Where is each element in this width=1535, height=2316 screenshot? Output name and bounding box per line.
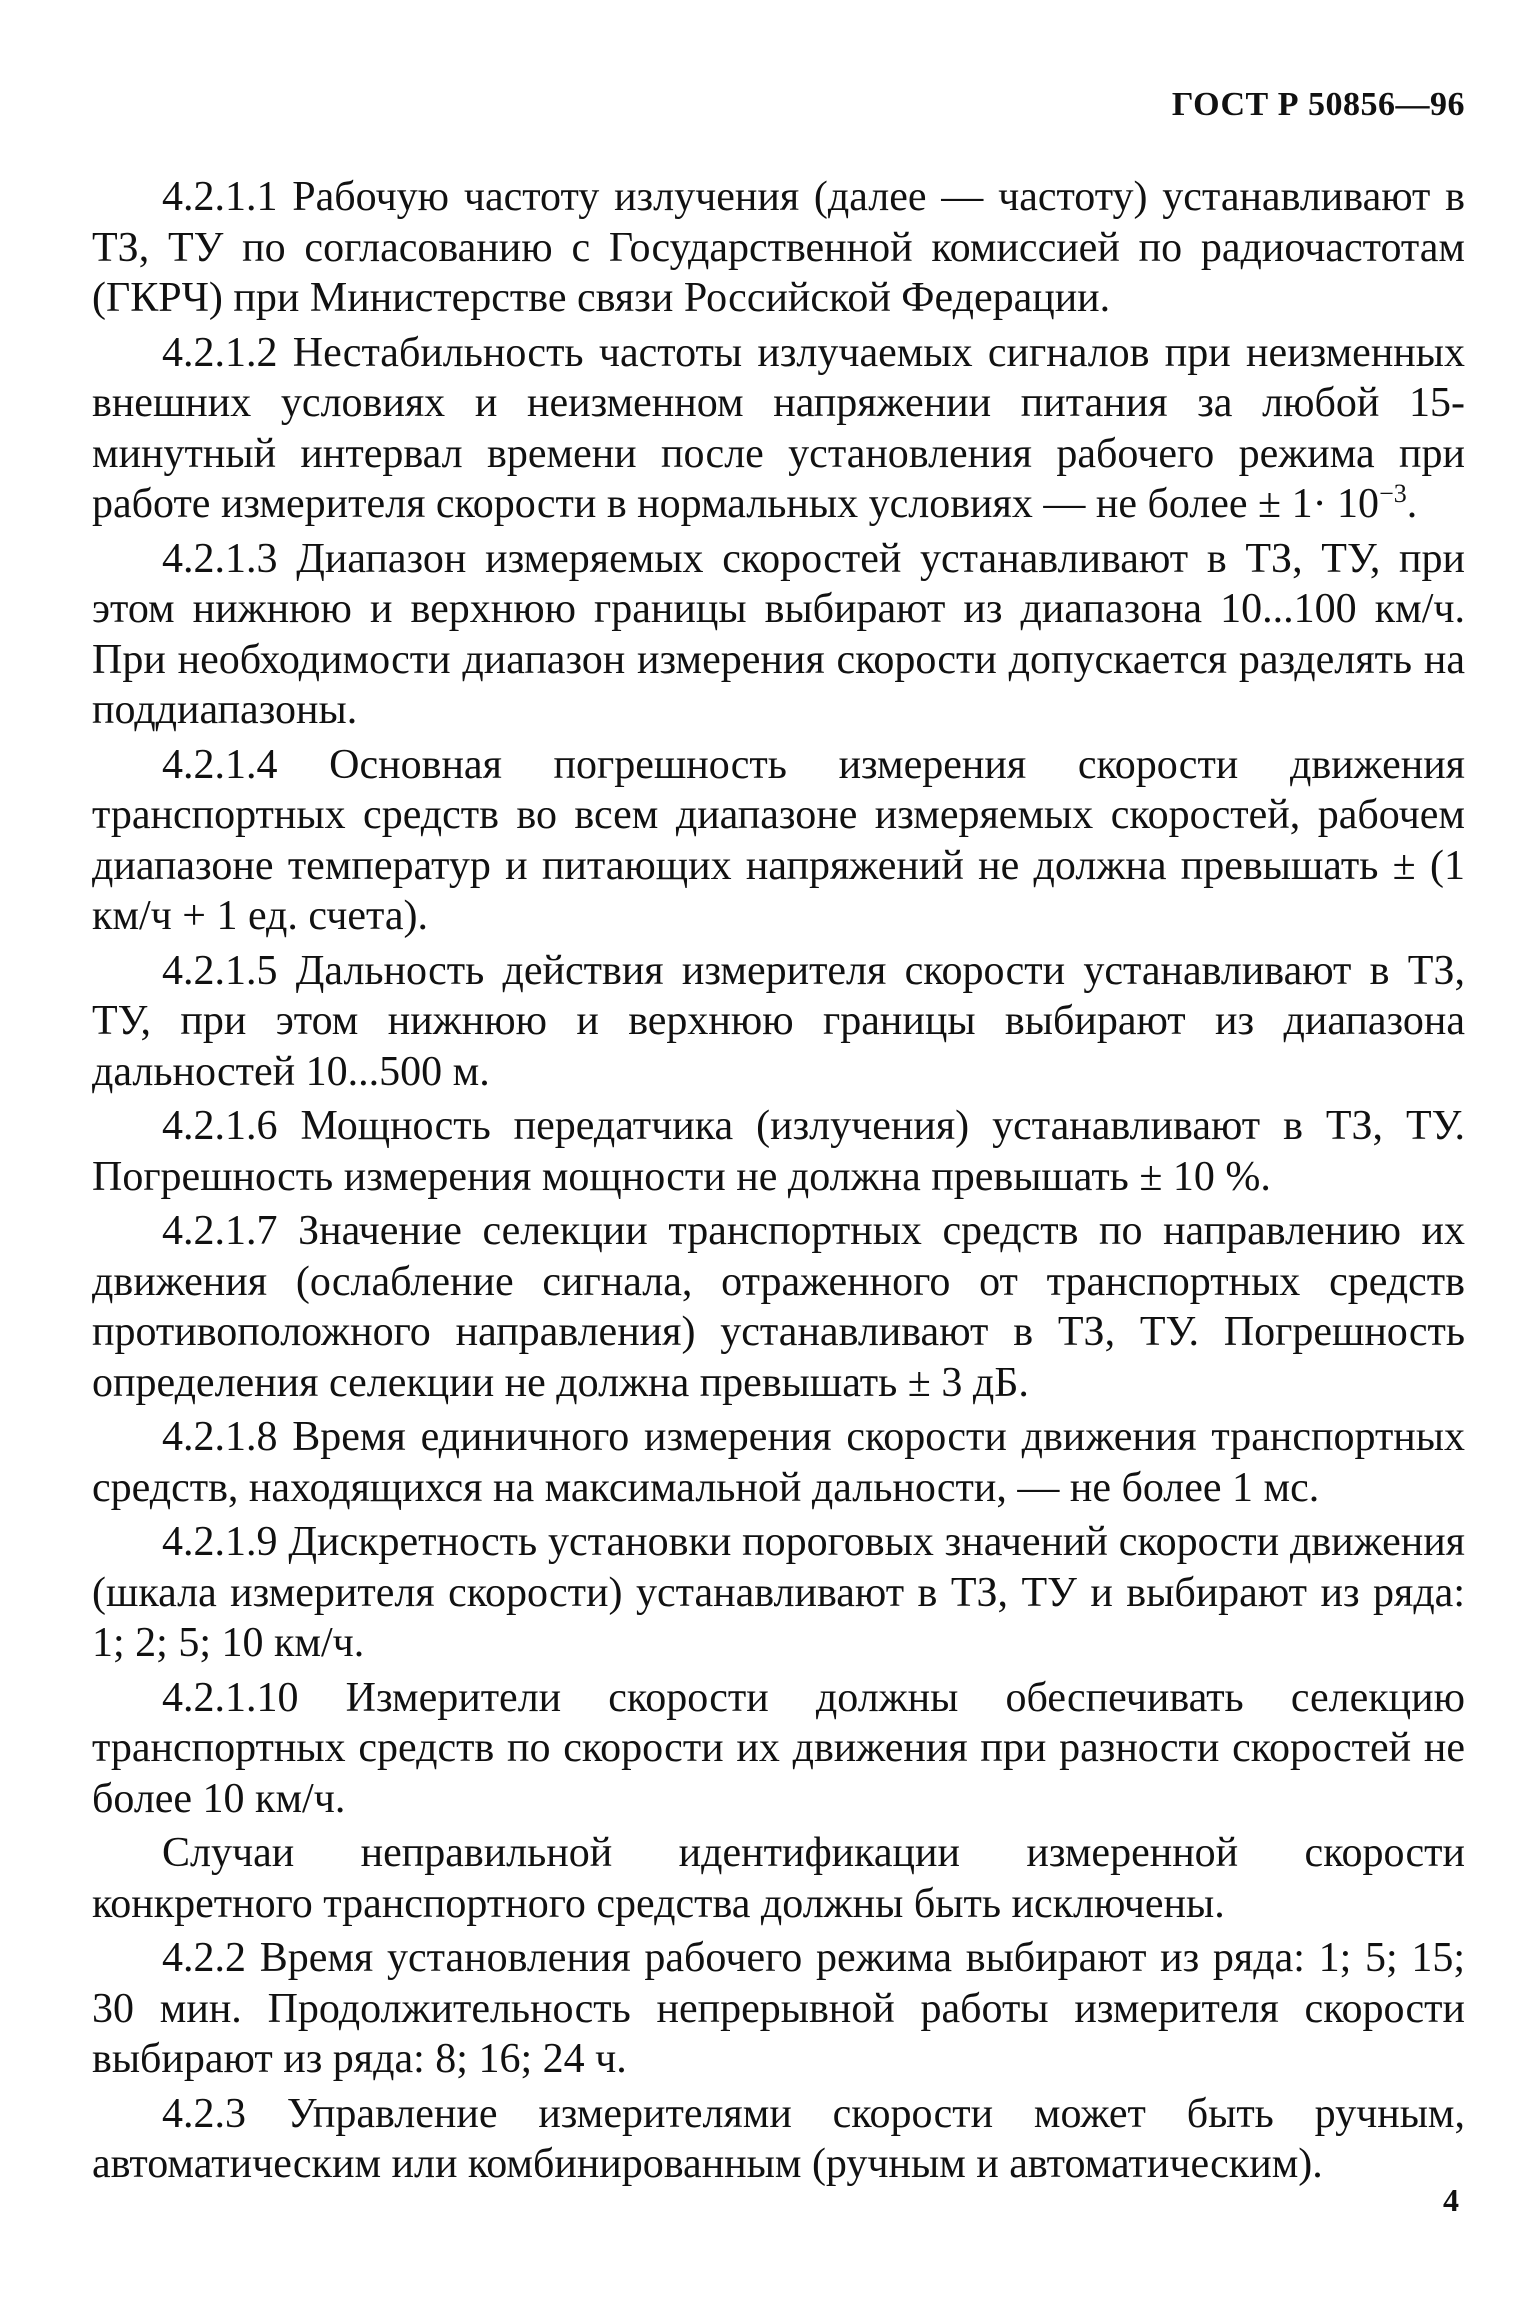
document-header: ГОСТ Р 50856—96 [1171, 86, 1465, 123]
exponent: −3 [1379, 479, 1407, 508]
clause-number: 4.2.1.6 [162, 1103, 278, 1149]
clause-text: Нестабильность частоты излучаемых сигналов при неизменных внешних условиях и неизменном напряжении питания за любой 15-минутный интервал времени после установления рабочего режима при работе измерителя скорости в нормальных условиях — не более ± 1· 10 [92, 329, 1465, 527]
clause-text: Измерители скорости должны обеспечивать селекцию транспортных средств по скорости их движения при разности скоростей не более 10 км/ч. [92, 1674, 1465, 1822]
clause-number: 4.2.2 [162, 1935, 246, 1981]
clause-number: 4.2.1.7 [162, 1208, 278, 1254]
paragraph-4-2-1-2 [92, 328, 1465, 530]
paragraph-4-2-1-4 [92, 740, 1465, 942]
clause-text: Управление измерителями скорости может быть ручным, автоматическим или комбинированным (ручным и автоматическим). [92, 2090, 1466, 2187]
paragraph-4-2-2 [92, 1933, 1465, 2085]
clause-text: Рабочую частоту излучения (далее — частоту) устанавливают в ТЗ, ТУ по согласованию с Государственной комиссией по радиочастотам (ГКРЧ) при Министерстве связи Российской Федерации. [92, 174, 1465, 321]
paragraph-4-2-1-6 [92, 1101, 1465, 1202]
paragraph-4-2-1-10 [92, 1673, 1465, 1825]
clause-text: Дальность действия измерителя скорости устанавливают в ТЗ, ТУ, при этом нижнюю и верхнюю границы выбирают из диапазона дальностей 10...500 м. [92, 947, 1465, 1095]
clause-text: Диапазон измеряемых скоростей устанавливают в ТЗ, ТУ, при этом нижнюю и верхнюю границы выбирают из диапазона 10...100 км/ч. При необходимости диапазон измерения скорости допускается разделять на поддиапазоны. [92, 535, 1465, 733]
paragraph-4-2-1-1 [92, 172, 1465, 324]
paragraph-misidentification [92, 1828, 1465, 1929]
clause-number: 4.2.1.5 [162, 947, 278, 994]
paragraph-4-2-1-9 [92, 1517, 1465, 1669]
paragraph-4-2-1-5 [92, 946, 1465, 1098]
paragraph-4-2-1-7 [92, 1206, 1465, 1408]
paragraph-4-2-1-8 [92, 1412, 1465, 1513]
clause-number: 4.2.1.4 [162, 741, 278, 788]
paragraph-4-2-3 [92, 2089, 1465, 2190]
paragraph-4-2-1-3 [92, 534, 1465, 736]
clause-number: 4.2.1.9 [162, 1519, 278, 1565]
clause-number: 4.2.1.8 [162, 1414, 278, 1460]
clause-number: 4.2.3 [162, 2090, 246, 2137]
clause-number: 4.2.1.3 [162, 535, 278, 582]
clause-text: Дискретность установки пороговых значений скорости движения (шкала измерителя скорости) устанавливают в ТЗ, ТУ и выбирают из ряда: 1; 2; 5; 10 км/ч. [92, 1519, 1466, 1666]
clause-text: Время установления рабочего режима выбирают из ряда: 1; 5; 15; 30 мин. Продолжительность непрерывной работы измерителя скорости выбирают из ряда: 8; 16; 24 ч. [92, 1935, 1466, 2082]
clause-text: Случаи неправильной идентификации измеренной скорости конкретного транспортного средства должны быть исключены. [92, 1830, 1465, 1927]
clause-text: Мощность передатчика (излучения) устанавливают в ТЗ, ТУ. Погрешность измерения мощности не должна превышать ± 10 %. [92, 1103, 1465, 1200]
clause-number: 4.2.1.10 [162, 1674, 299, 1721]
page-number: 4 [1443, 2182, 1459, 2218]
document-body [92, 172, 1465, 2194]
clause-text: Значение селекции транспортных средств по направлению их движения (ослабление сигнала, отраженного от транспортных средств противоположного направления) устанавливают в ТЗ, ТУ. Погрешность определения селекции не должна превышать ± 3 дБ. [92, 1208, 1466, 1406]
clause-number: 4.2.1.2 [162, 329, 278, 376]
clause-tail: . [1406, 481, 1418, 527]
clause-text: Время единичного измерения скорости движения транспортных средств, находящихся на максимальной дальности, — не более 1 мс. [92, 1414, 1465, 1511]
clause-text: Основная погрешность измерения скорости движения транспортных средств во всем диапазоне измеряемых скоростей, рабочем диапазоне температур и питающих напряжений не должна превышать ± (1 км/ч + 1 ед. счета). [92, 741, 1466, 939]
clause-number: 4.2.1.1 [162, 174, 278, 220]
